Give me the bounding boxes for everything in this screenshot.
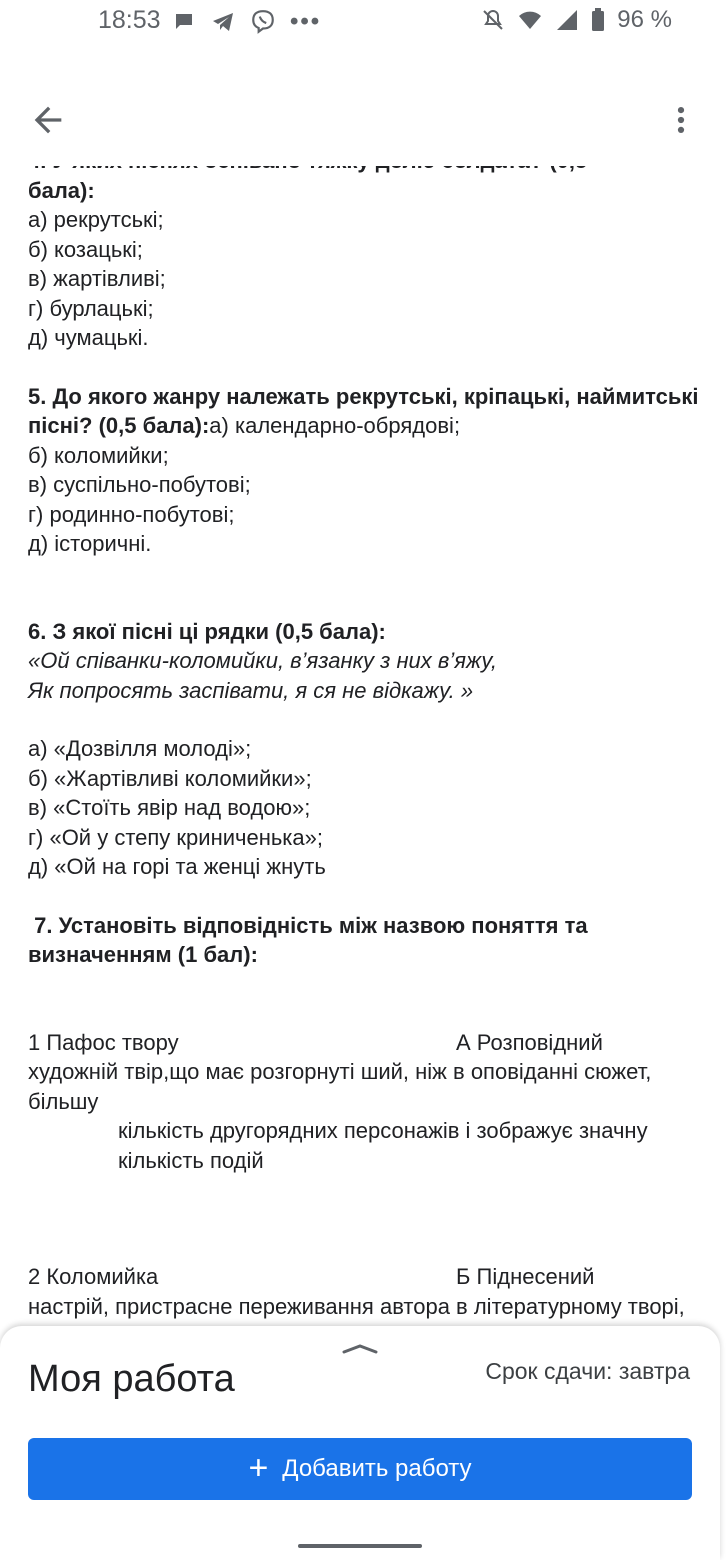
- q4-option-d: г) бурлацькі;: [28, 295, 154, 321]
- telegram-icon: [210, 10, 236, 34]
- q6-option-a: а) «Дозвілля молоді»;: [28, 736, 252, 761]
- plus-icon: +: [248, 1448, 269, 1487]
- question-5-title: 5. До якого жанру належать рекрутські, кріпацькі, наймитські пісні? (0,5 бала):: [28, 383, 699, 438]
- q7-item-2-header: [28, 1262, 708, 1292]
- q6-quote-line-2: Як попросять заспівати, я ся не відкажу. »: [28, 677, 474, 703]
- due-date-label: Срок сдачи: завтра: [485, 1358, 690, 1384]
- q6-quote-line-1: «Ой співанки-коломийки, в’язанку з них в’яжу,: [28, 648, 498, 673]
- q7-item-1-definition-label: А Розповідний: [456, 1029, 603, 1055]
- question-5: [28, 382, 708, 441]
- q5-option-e: д) історичні.: [28, 531, 152, 556]
- q6-option-d: г) «Ой у степу криниченька»;: [28, 824, 324, 850]
- q4-option-a: а) рекрутські;: [28, 207, 164, 232]
- chat-bubble-icon: [172, 10, 196, 34]
- q5-option-a: а) календарно-обрядові;: [209, 413, 461, 438]
- status-system-icons: [481, 6, 672, 34]
- battery-percent: 96 %: [617, 6, 672, 33]
- q7-item-2-text-1: настрій, пристрасне переживання автора в літературному творі,: [28, 1293, 685, 1319]
- question-4-title-end: бала):: [28, 177, 95, 203]
- app-bar: [0, 88, 720, 152]
- mute-icon: [481, 8, 505, 32]
- battery-icon: [591, 8, 605, 32]
- question-6-title: 6. З якої пісні ці рядки (0,5 бала):: [28, 618, 386, 644]
- assignment-document[interactable]: [0, 152, 720, 1332]
- q5-option-d: г) родинно-побутові;: [28, 501, 235, 527]
- back-button[interactable]: [28, 100, 68, 140]
- expand-sheet-handle[interactable]: [340, 1338, 380, 1358]
- my-work-sheet: [0, 1326, 720, 1560]
- q6-option-e: д) «Ой на горі та женці жнуть: [28, 854, 326, 879]
- q4-option-e: д) чумацькі.: [28, 325, 149, 350]
- question-7-title: 7. Установіть відповідність між назвою поняття та визначенням (1 бал):: [28, 912, 594, 967]
- chevron-up-icon: [340, 1338, 380, 1358]
- gesture-nav-bar[interactable]: [298, 1544, 422, 1548]
- q6-option-c: в) «Стоїть явір над водою»;: [28, 795, 311, 820]
- q4-option-b: б) козацькі;: [28, 236, 143, 262]
- more-dots-icon: •••: [290, 8, 322, 35]
- viber-icon: [250, 9, 276, 35]
- q7-item-1-header: [28, 1028, 708, 1058]
- q5-option-c: в) суспільно-побутові;: [28, 472, 251, 497]
- question-4-title-cut: [28, 146, 708, 176]
- q6-option-b: б) «Жартівливі коломийки»;: [28, 765, 312, 791]
- add-work-label: Добавить работу: [282, 1455, 472, 1482]
- q4-option-c: в) жартівливі;: [28, 266, 166, 291]
- q7-item-1-text-1: художній твір,що має розгорнуті ший, ніж в оповіданні сюжет, більшу: [28, 1059, 652, 1114]
- document-body: [28, 146, 708, 1351]
- my-work-title: Моя работа: [28, 1358, 235, 1400]
- wifi-icon: [517, 8, 543, 32]
- q7-item-1-term: 1 Пафос твору: [28, 1029, 179, 1055]
- more-vert-icon: [664, 100, 698, 140]
- q5-option-b: б) коломийки;: [28, 442, 169, 468]
- arrow-back-icon: [28, 100, 68, 140]
- status-time: 18:53: [98, 6, 161, 34]
- status-notification-icons: [172, 8, 321, 36]
- signal-icon: [555, 8, 579, 32]
- status-bar: [0, 0, 720, 44]
- add-work-button[interactable]: [28, 1438, 692, 1500]
- q7-item-1-text-2: кількість другорядних персонажів і зображує значну кількість подій: [118, 1118, 648, 1173]
- q7-item-2-term: 2 Коломийка: [28, 1264, 159, 1289]
- q7-item-2-definition-label: Б Піднесений: [456, 1264, 595, 1289]
- more-options-button[interactable]: [664, 100, 698, 140]
